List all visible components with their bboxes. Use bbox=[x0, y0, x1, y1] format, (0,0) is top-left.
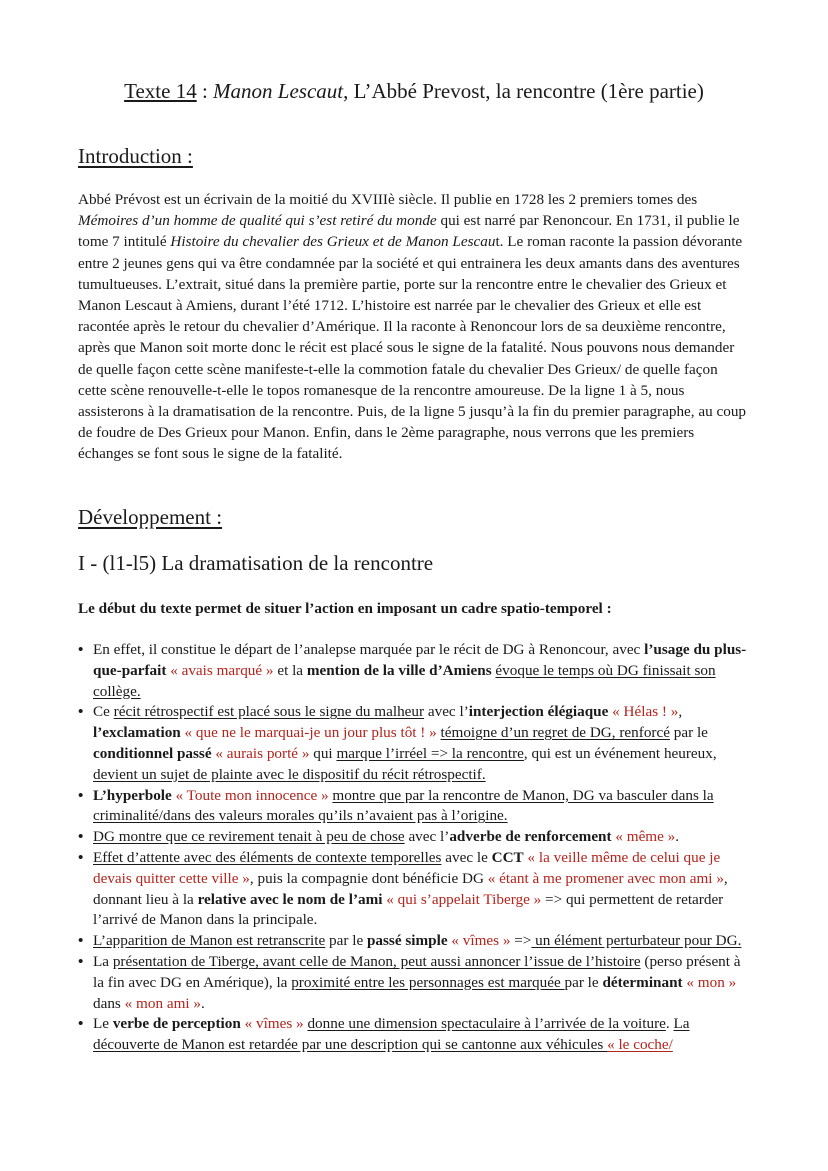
red-quote: « vîmes » bbox=[244, 1015, 304, 1033]
red-quote: « mon » bbox=[686, 973, 737, 991]
intro-work-title: Histoire du chevalier des Grieux et de Manon Lescau bbox=[170, 233, 496, 251]
red-quote: « Hélas ! » bbox=[612, 703, 679, 721]
text-segment: , puis la compagnie dont bénéficie DG bbox=[249, 869, 488, 887]
bold-term: mention de la ville d’Amiens bbox=[306, 661, 492, 679]
work-title: Manon Lescaut bbox=[213, 79, 344, 103]
text-segment: => bbox=[510, 932, 532, 950]
bold-term: conditionnel passé bbox=[93, 744, 212, 762]
title-rest: , L’Abbé Prevost, la rencontre (1ère partie) bbox=[343, 79, 704, 103]
red-quote: « le coche/ bbox=[607, 1036, 673, 1054]
underlined-text: marque l’irréel => la rencontre bbox=[336, 744, 524, 762]
red-quote: « la veille même de celui que je devais quitter cette ville » bbox=[93, 848, 721, 887]
text-segment: qui bbox=[309, 744, 337, 762]
text-segment: , bbox=[678, 703, 683, 721]
document-title bbox=[0, 78, 828, 104]
underlined-text: donne une dimension spectaculaire à l’arrivée de la voiture bbox=[307, 1015, 666, 1033]
text-segment: par le bbox=[564, 973, 603, 991]
list-item bbox=[78, 702, 754, 785]
text-segment: . bbox=[665, 1015, 674, 1033]
text-segment: En effet, il constitue le départ de l’analepse marquée par le récit de DG à Renoncour, avec bbox=[93, 641, 645, 658]
text-segment: Le bbox=[93, 1015, 113, 1033]
list-item bbox=[78, 786, 754, 828]
text-segment: avec l’ bbox=[404, 828, 450, 846]
underlined-text: présentation de Tiberge, avant celle de Manon, peut aussi annoncer l’issue de l’histoire bbox=[112, 952, 641, 970]
text-number: Texte 14 bbox=[124, 79, 197, 103]
text-segment: (perso présent à la fin avec DG en Amérique), la bbox=[93, 952, 741, 991]
list-item bbox=[78, 952, 754, 1014]
bold-term: verbe de perception bbox=[112, 1015, 241, 1033]
bold-term: l’usage du plus-que-parfait bbox=[93, 641, 747, 679]
bold-term: l’exclamation bbox=[93, 724, 181, 742]
bold-term: interjection élégiaque bbox=[468, 703, 609, 721]
bold-term: passé simple bbox=[366, 932, 448, 950]
red-quote: « avais marqué » bbox=[170, 661, 274, 679]
underlined-text: Effet d’attente avec des éléments de contexte temporelles bbox=[93, 848, 442, 866]
text-segment: avec le bbox=[441, 848, 492, 866]
underlined-text: devient un sujet de plainte avec le dispositif du récit rétrospectif. bbox=[93, 765, 486, 783]
red-quote: « vîmes » bbox=[451, 932, 511, 950]
bold-term: relative avec le nom de l’ami bbox=[197, 890, 383, 908]
list-item bbox=[78, 931, 754, 952]
text-segment: , donnant lieu à la bbox=[93, 869, 728, 908]
underlined-text: récit rétrospectif est placé sous le signe du malheur bbox=[113, 703, 425, 721]
red-quote: « qui s’appelait Tiberge » bbox=[386, 890, 542, 908]
text-segment: par le bbox=[325, 932, 367, 950]
underlined-text: témoigne d’un regret de DG, renforcé bbox=[440, 724, 670, 742]
part-title: I - (l1-l5) La dramatisation de la rencontre bbox=[78, 551, 434, 575]
intro-text: t. Le roman raconte la passion dévorante entre 2 jeunes gens qui va être condamnée par la société et qui entrainera les deux amants dans des aventures tumultueuses. L’extrait, situé dans la première partie, porte sur la rencontre entre le chevalier des Grieux et Manon Lescaut à Amiens, durant l’été 1712. L’histoire est narrée par le chevalier des Grieux et elle est racontée après le retour du chevalier d’Amérique. Il la raconte à Renoncour lors de sa deuxième rencontre, après que Manon soit morte donc le récit est placé sous le signe de la fatalité. Nous pouvons nous demander de quelle façon cette scène manifeste-t-elle la commotion fatale du chevalier Des Grieux/ de quelle façon cette scène renouvelle-t-elle le topos romanesque de la rencontre amoureuse. De la ligne 1 à 5, nous assisterons à la dramatisation de la rencontre. Puis, de la ligne 5 jusqu’à la fin du premier paragraphe, au coup de foudre de Des Grieux pour Manon. Enfin, dans le 2ème paragraphe, nous verrons que les premiers échanges se font sous le signe de la fatalité. bbox=[78, 233, 747, 463]
list-item bbox=[78, 848, 754, 931]
underlined-text: un élément perturbateur pour DG. bbox=[531, 932, 742, 950]
text-segment: par le bbox=[669, 724, 708, 742]
underlined-text: L’apparition de Manon est retranscrite bbox=[93, 932, 326, 950]
list-item bbox=[78, 1014, 754, 1056]
development-heading: Développement : bbox=[78, 505, 223, 529]
bold-term: déterminant bbox=[602, 973, 683, 991]
title-separator: : bbox=[196, 79, 214, 103]
underlined-text: DG montre que ce revirement tenait à peu de chose bbox=[93, 828, 405, 846]
text-segment: dans bbox=[93, 994, 125, 1012]
red-quote: « mon ami » bbox=[124, 994, 201, 1012]
text-segment: La bbox=[93, 952, 113, 970]
text-segment: avec l’ bbox=[424, 703, 469, 721]
list-item bbox=[78, 640, 754, 702]
red-quote: « aurais porté » bbox=[215, 744, 310, 762]
bold-term: L’hyperbole bbox=[93, 786, 172, 804]
text-segment: Ce bbox=[93, 703, 114, 721]
intro-text: qui est narré par Renoncour. En 1731, il publie le tome 7 intitulé bbox=[78, 212, 740, 251]
red-quote: « même » bbox=[615, 828, 676, 846]
underlined-text: montre que par la rencontre de Manon, DG va basculer dans la criminalité/dans des valeurs morales qu’ils n’avaient pas à l’origine. bbox=[93, 786, 714, 825]
intro-work-title: Mémoires d’un homme de qualité qui s’est retiré du monde bbox=[78, 212, 437, 230]
bold-term: adverbe de renforcement bbox=[449, 828, 612, 846]
bold-term: CCT bbox=[491, 848, 524, 866]
red-quote: « Toute mon innocence » bbox=[175, 786, 329, 804]
text-segment: . bbox=[201, 994, 205, 1012]
text-segment: => qui permettent de retarder l’arrivé de Manon dans la principale. bbox=[93, 890, 724, 929]
red-quote: « étant à me promener avec mon ami » bbox=[487, 869, 724, 887]
underlined-text: La découverte de Manon est retardée par une description qui se cantonne aux véhicules bbox=[93, 1015, 690, 1054]
red-quote: « que ne le marquai-je un jour plus tôt ! » bbox=[184, 724, 437, 742]
text-segment: et la bbox=[273, 661, 307, 679]
underlined-text: évoque le temps où DG finissait son collège. bbox=[93, 661, 716, 700]
lead-sentence: Le début du texte permet de situer l’action en imposant un cadre spatio-temporel : bbox=[78, 600, 612, 617]
analysis-bullet-list bbox=[78, 640, 754, 1056]
intro-text: Abbé Prévost est un écrivain de la moitié du XVIIIè siècle. Il publie en 1728 les 2 premiers tomes des bbox=[78, 191, 698, 208]
text-segment: , qui est un événement heureux, bbox=[523, 744, 717, 762]
underlined-text: proximité entre les personnages est marquée bbox=[291, 973, 565, 991]
text-segment: . bbox=[675, 828, 680, 846]
introduction-paragraph bbox=[78, 189, 750, 465]
introduction-heading: Introduction : bbox=[78, 144, 193, 168]
list-item bbox=[78, 827, 754, 848]
